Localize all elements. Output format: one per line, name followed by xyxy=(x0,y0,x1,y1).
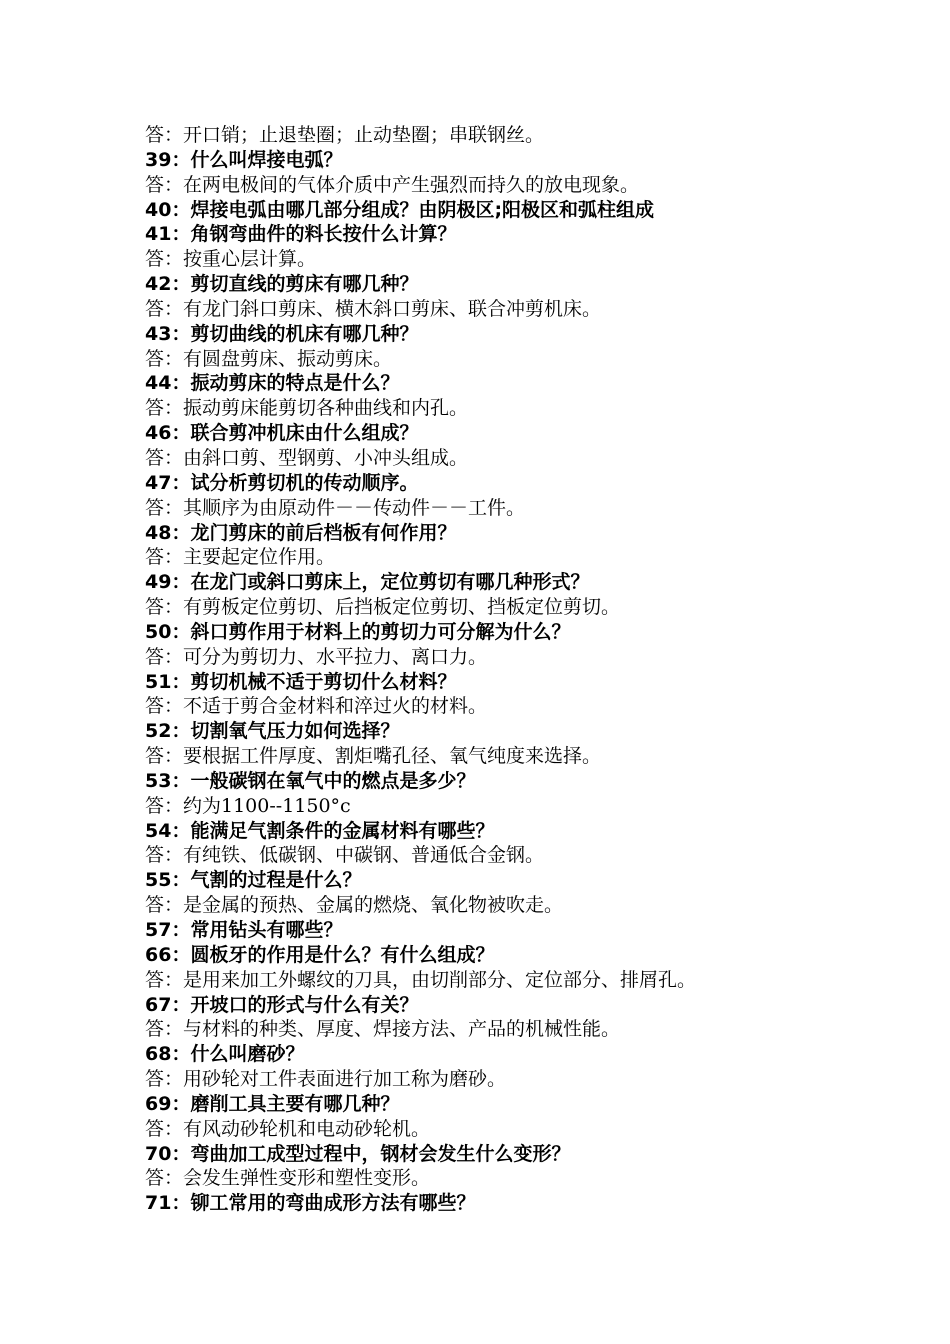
question-line: 54：能满足气割条件的金属材料有哪些？ xyxy=(145,819,495,842)
question-line: 50：斜口剪作用于材料上的剪切力可分解为什么？ xyxy=(145,620,571,643)
answer-line: 答：振动剪床能剪切各种曲线和内孔。 xyxy=(145,397,469,420)
answer-line: 答：按重心层计算。 xyxy=(145,248,317,271)
answer-line: 答：其顺序为由原动件－－传动件－－工件。 xyxy=(145,496,526,519)
answer-line: 答：有纯铁、低碳钢、中碳钢、普通低合金钢。 xyxy=(145,844,545,867)
question-line: 52：切割氧气压力如何选择？ xyxy=(145,720,400,743)
question-line: 71：铆工常用的弯曲成形方法有哪些？ xyxy=(145,1192,476,1215)
question-line: 66：圆板牙的作用是什么？有什么组成？ xyxy=(145,943,495,966)
question-line: 70：弯曲加工成型过程中，钢材会发生什么变形？ xyxy=(145,1142,571,1165)
question-line: 53：一般碳钢在氧气中的燃点是多少？ xyxy=(145,769,476,792)
question-line: 44：振动剪床的特点是什么？ xyxy=(145,372,400,395)
question-line: 39：什么叫焊接电弧？ xyxy=(145,148,343,171)
answer-line: 答：有剪板定位剪切、后挡板定位剪切、挡板定位剪切。 xyxy=(145,596,621,619)
question-line: 46：联合剪冲机床由什么组成？ xyxy=(145,422,419,445)
answer-line: 答：要根据工件厚度、割炬嘴孔径、氧气纯度来选择。 xyxy=(145,745,602,768)
answer-line: 答：约为1100--1150°c xyxy=(145,794,351,817)
answer-line: 答：会发生弹性变形和塑性变形。 xyxy=(145,1167,431,1190)
question-line: 51：剪切机械不适于剪切什么材料？ xyxy=(145,670,457,693)
answer-line: 答：可分为剪切力、水平拉力、离口力。 xyxy=(145,645,488,668)
qa-text-block xyxy=(145,123,865,1216)
question-line: 68：什么叫磨砂？ xyxy=(145,1043,305,1066)
answer-line: 答：用砂轮对工件表面进行加工称为磨砂。 xyxy=(145,1068,507,1091)
answer-line: 答：有风动砂轮机和电动砂轮机。 xyxy=(145,1117,431,1140)
question-line: 57：常用钻头有哪些？ xyxy=(145,919,343,941)
question-line: 43：剪切曲线的机床有哪几种？ xyxy=(145,322,419,345)
question-line: 49：在龙门或斜口剪床上，定位剪切有哪几种形式？ xyxy=(145,571,590,594)
question-line: 41：角钢弯曲件的料长按什么计算？ xyxy=(145,223,457,246)
question-line: 40：焊接电弧由哪几部分组成？由阴极区;阳极区和弧柱组成 xyxy=(145,198,655,221)
answer-line: 答：有圆盘剪床、振动剪床。 xyxy=(145,347,393,370)
question-line: 48：龙门剪床的前后档板有何作用？ xyxy=(145,521,457,544)
answer-line: 答：开口销；止退垫圈；止动垫圈；串联钢丝。 xyxy=(145,124,545,146)
question-line: 42：剪切直线的剪床有哪几种？ xyxy=(145,273,419,296)
answer-line: 答：与材料的种类、厚度、焊接方法、产品的机械性能。 xyxy=(145,1018,621,1041)
answer-line: 答：在两电极间的气体介质中产生强烈而持久的放电现象。 xyxy=(145,173,640,196)
question-line: 69：磨削工具主要有哪几种？ xyxy=(145,1092,400,1115)
answer-line: 答：由斜口剪、型钢剪、小冲头组成。 xyxy=(145,446,469,469)
question-line: 47：试分析剪切机的传动顺序。 xyxy=(145,471,419,494)
answer-line: 答：是金属的预热、金属的燃烧、氧化物被吹走。 xyxy=(145,894,564,917)
question-line: 67：开坡口的形式与什么有关？ xyxy=(145,993,419,1016)
question-line: 55：气割的过程是什么？ xyxy=(145,869,362,892)
answer-line: 答：有龙门斜口剪床、横木斜口剪床、联合冲剪机床。 xyxy=(145,297,602,320)
answer-line: 答：主要起定位作用。 xyxy=(145,546,336,569)
answer-line: 答：是用来加工外螺纹的刀具，由切削部分、定位部分、排屑孔。 xyxy=(145,968,697,991)
answer-line: 答：不适于剪合金材料和淬过火的材料。 xyxy=(145,695,488,718)
